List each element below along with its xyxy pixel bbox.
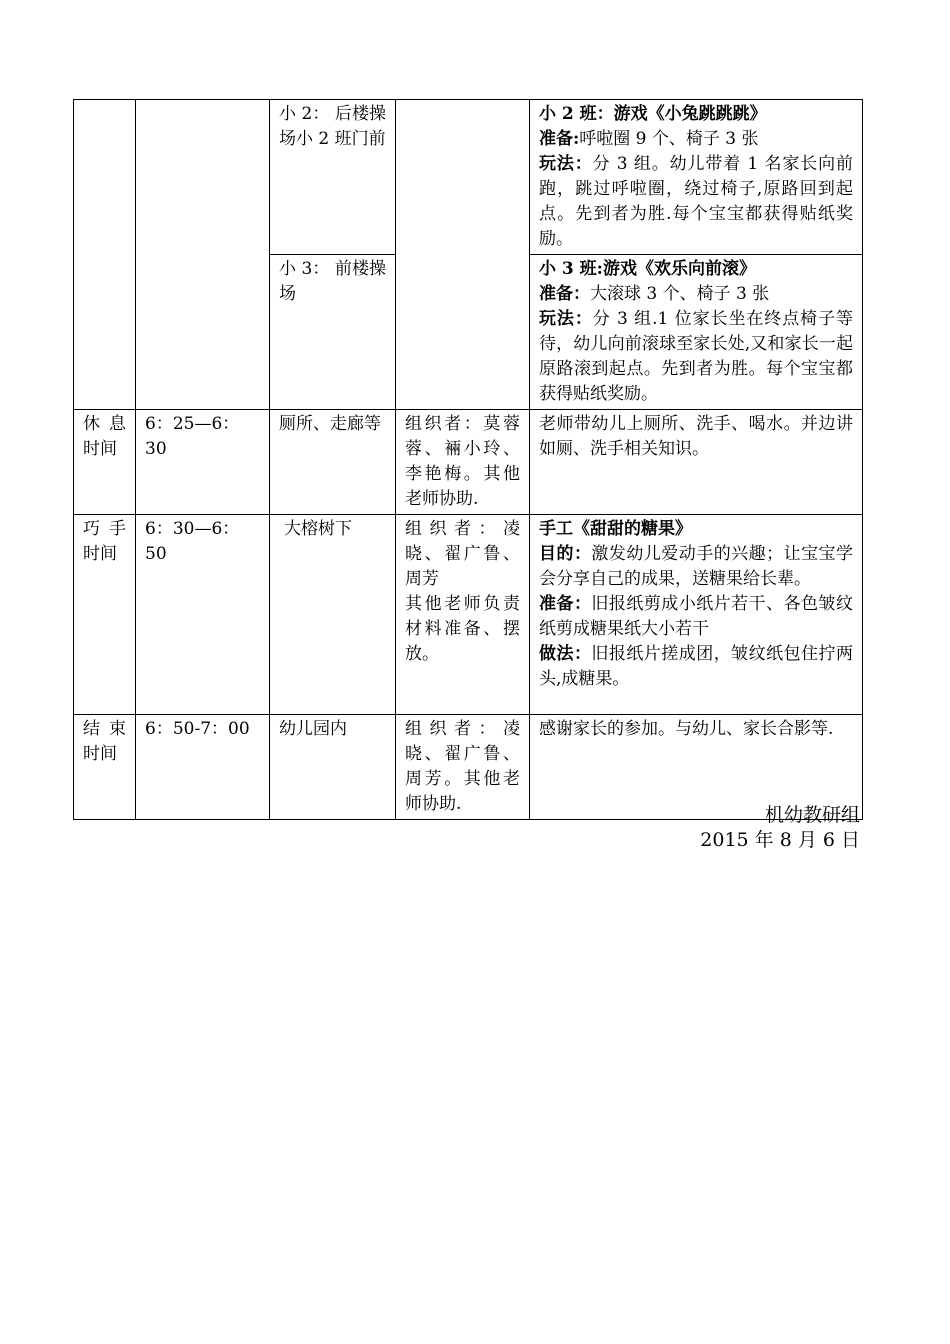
- activity-title: 小 3 班:游戏《欢乐向前滚》: [539, 259, 756, 279]
- period-text: 巧手时间: [83, 519, 126, 564]
- table-row: [74, 715, 863, 820]
- place-cell: [270, 100, 396, 255]
- method-text: 旧报纸片搓成团，皱纹纸包住拧两头,成糖果。: [539, 644, 854, 689]
- organizer-text: 组织者：凌晓、翟广鲁、周芳。其他老师协助.: [405, 719, 520, 814]
- activity-text: 老师带幼儿上厕所、洗手、喝水。并边讲如厕、洗手相关知识。: [539, 414, 853, 459]
- activity-cell: [530, 515, 863, 715]
- table-row: [74, 515, 863, 715]
- signature-group: 机幼教研组: [764, 804, 860, 826]
- prep-text: 旧报纸剪成小纸片若干、各色皱纹纸剪成糖果纸大小若干: [539, 594, 854, 639]
- organizer-text: 组织者：莫蓉蓉、裲小玲、李艳梅。其他老师协助.: [405, 414, 520, 509]
- place-text: 大榕树下: [284, 519, 352, 539]
- place-cell: [270, 255, 396, 410]
- play-label: 玩法：: [539, 154, 593, 174]
- table-row: [74, 410, 863, 515]
- time-cell: [136, 410, 270, 515]
- time-text: 6：30—6：50: [145, 519, 240, 564]
- period-cell: [74, 100, 136, 410]
- schedule-table: [73, 99, 863, 820]
- prep-label: 准备：: [539, 594, 592, 614]
- period-cell: [74, 715, 136, 820]
- organizer-cell: [396, 410, 530, 515]
- table-row: [74, 100, 863, 255]
- activity-title: 小 2 班：游戏《小兔跳跳跳》: [539, 104, 767, 124]
- time-text: 6：50-7：00: [145, 719, 250, 739]
- place-cell: [270, 515, 396, 715]
- time-cell: [136, 715, 270, 820]
- organizer-cell: [396, 515, 530, 715]
- activity-cell: [530, 100, 863, 255]
- period-cell: [74, 515, 136, 715]
- period-cell: [74, 410, 136, 515]
- organizer-cell: [396, 100, 530, 410]
- place-text: 幼儿园内: [279, 719, 347, 739]
- organizer-cell: [396, 715, 530, 820]
- period-text: 休息时间: [83, 414, 126, 459]
- time-cell: [136, 100, 270, 410]
- prep-text: 大滚球 3 个、椅子 3 张: [590, 284, 770, 304]
- goal-text: 激发幼儿爱动手的兴趣；让宝宝学会分享自己的成果，送糖果给长辈。: [539, 544, 854, 589]
- time-text: 6：25—6：30: [145, 414, 240, 459]
- signature-date: 2015 年 8 月 6 日: [700, 829, 860, 851]
- prep-label: 准备:: [539, 129, 580, 149]
- time-cell: [136, 515, 270, 715]
- activity-text: 感谢家长的参加。与幼儿、家长合影等.: [539, 719, 834, 739]
- method-label: 做法：: [539, 644, 592, 664]
- place-cell: [270, 410, 396, 515]
- place-text: 厕所、走廊等: [279, 414, 381, 434]
- place-text: 小 2： 后楼操场小 2 班门前: [279, 104, 386, 149]
- organizer-note: 其他老师负责材料准备、摆放。: [405, 594, 520, 664]
- activity-cell: [530, 255, 863, 410]
- play-text: 分 3 组。幼儿带着 1 名家长向前跑，跳过呼啦圈，绕过椅子,原路回到起点。先到者为胜.每个宝宝都获得贴纸奖励。: [539, 154, 853, 249]
- goal-label: 目的：: [539, 544, 592, 564]
- prep-label: 准备：: [539, 284, 590, 304]
- period-text: 结束时间: [83, 719, 126, 764]
- play-label: 玩法：: [539, 309, 593, 329]
- activity-cell: [530, 410, 863, 515]
- prep-text: 呼啦圈 9 个、椅子 3 张: [579, 129, 759, 149]
- place-text: 小 3： 前楼操场: [279, 259, 386, 304]
- place-cell: [270, 715, 396, 820]
- organizer-text: 组织者：凌晓、翟广鲁、周芳: [405, 519, 520, 589]
- play-text: 分 3 组.1 位家长坐在终点椅子等待，幼儿向前滚球至家长处,又和家长一起原路滚到起点。先到者为胜。每个宝宝都获得贴纸奖励。: [539, 309, 853, 404]
- activity-title: 手工《甜甜的糖果》: [539, 519, 692, 539]
